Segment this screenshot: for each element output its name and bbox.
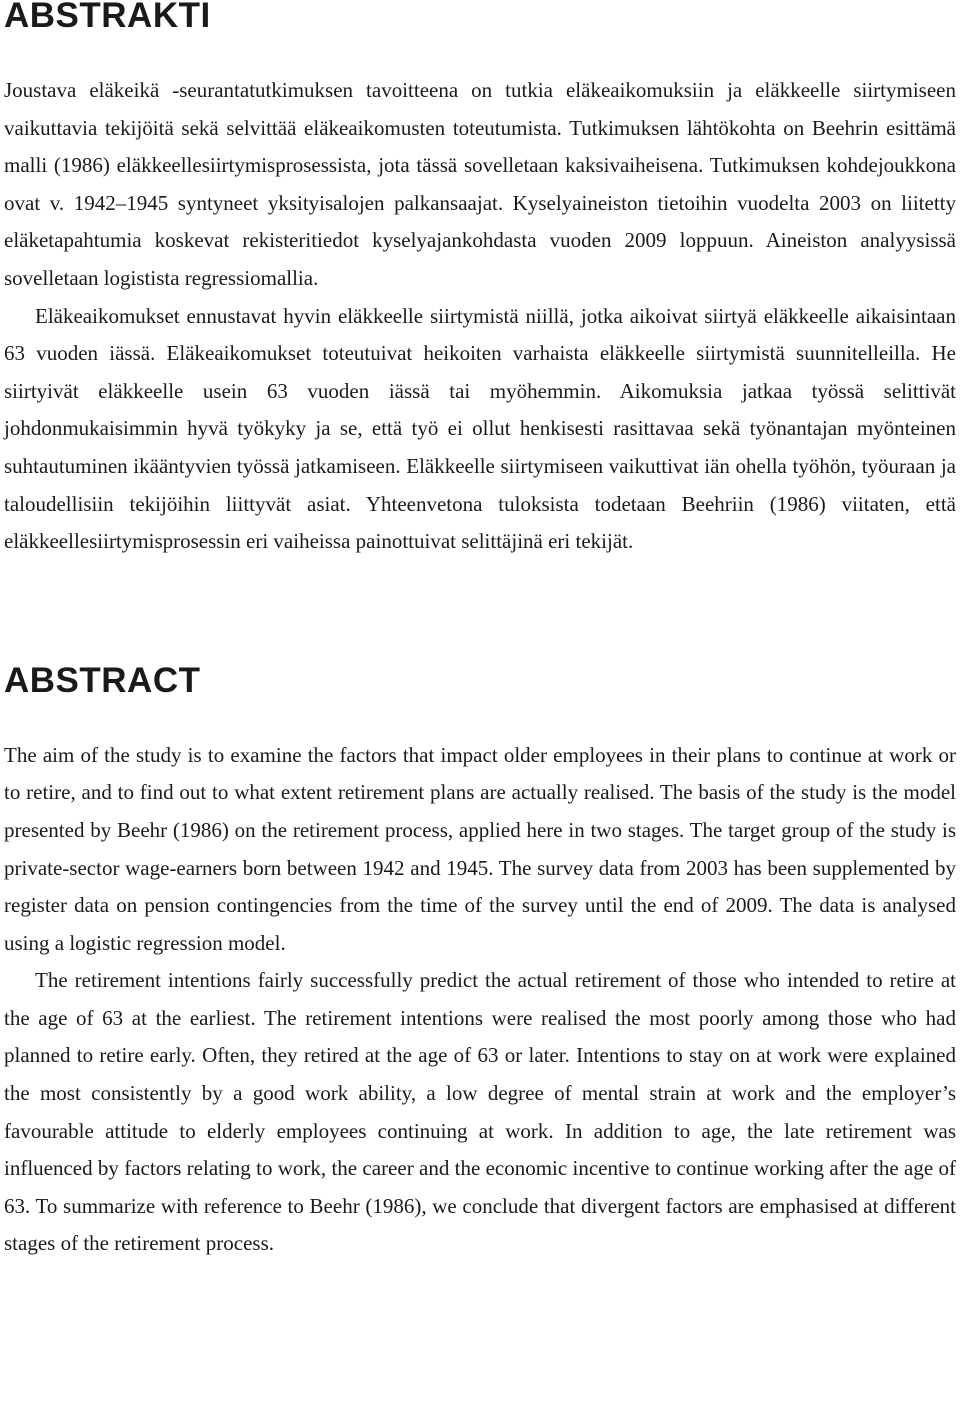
english-abstract-paragraph-1: The aim of the study is to examine the factors that impact older employees in their plans to continue at work or to retire, and to find out to what extent retirement plans are actually realised. The basis of the study is the model presented by Beehr (1986) on the retirement process, applied here in two stages. The target group of the study is private-sector wage-earners born between 1942 and 1945. The survey data from 2003 has been supplemented by register data on pension contingencies from the time of the survey until the end of 2009. The data is analysed using a logistic regression model. (4, 742, 956, 955)
finnish-abstract-paragraph-1: Joustava eläkeikä -seurantatutkimuksen tavoitteena on tutkia eläkeaikomuksiin ja eläkkeelle siirtymiseen vaikuttavia tekijöitä sekä selvittää eläkeaikomusten toteutumista. Tutkimuksen lähtökohta on Beehrin esittämä malli (1986) eläkkeellesiirtymisprosessista, jota tässä sovelletaan kaksivaiheisena. Tutkimuksen kohdejoukkona ovat v. 1942–1945 syntyneet yksityisalojen palkansaajat. Kyselyaineiston tietoihin vuodelta 2003 on liitetty eläketapahtumia koskevat rekisteritiedot kyselyajankohdasta vuoden 2009 loppuun. Aineiston analyysissä sovelletaan logistista regressiomallia. (4, 78, 956, 290)
finnish-abstract-paragraph-2: Eläkeaikomukset ennustavat hyvin eläkkeelle siirtymistä niillä, jotka aikoivat siirtyä eläkkeelle aikaisintaan 63 vuoden iässä. Eläkeaikomukset toteutuivat heikoiten varhaista eläkkeelle siirtymistä suunnitelleilla. He siirtyivät eläkkeelle usein 63 vuoden iässä tai myöhemmin. Aikomuksia jatkaa työssä selittivät johdonmukaisimmin hyvä työkyky ja se, että työ ei ollut henkisesti rasittavaa sekä työnantajan myönteinen suhtautuminen ikääntyvien työssä jatkamiseen. Eläkkeelle siirtymiseen vaikuttivat iän ohella työhön, työuraan ja taloudellisiin tekijöihin liittyvät asiat. Yhteenvetona tuloksista todetaan Beehriin (1986) viitaten, että eläkkeellesiirtymisprosessin eri vaiheissa painottuivat selittäjinä eri tekijät. (4, 303, 956, 554)
english-abstract-heading: ABSTRACT (4, 660, 201, 700)
english-abstract-paragraph-2: The retirement intentions fairly successfully predict the actual retirement of those who intended to retire at the age of 63 at the earliest. The retirement intentions were realised the most poorly among those who had planned to retire early. Often, they retired at the age of 63 or later. Intentions to stay on at work were explained the most consistently by a good work ability, a low degree of mental strain at work and the employer’s favourable attitude to elderly employees continuing at work. In addition to age, the late retirement was influenced by factors relating to work, the career and the economic incentive to continue working after the age of 63. To summarize with reference to Beehr (1986), we conclude that divergent factors are emphasised at different stages of the retirement process. (4, 968, 956, 1256)
english-abstract-section (4, 661, 956, 1263)
finnish-abstract-section (4, 0, 956, 561)
finnish-abstract-heading: ABSTRAKTI (4, 0, 211, 35)
document-page (4, 0, 956, 1263)
